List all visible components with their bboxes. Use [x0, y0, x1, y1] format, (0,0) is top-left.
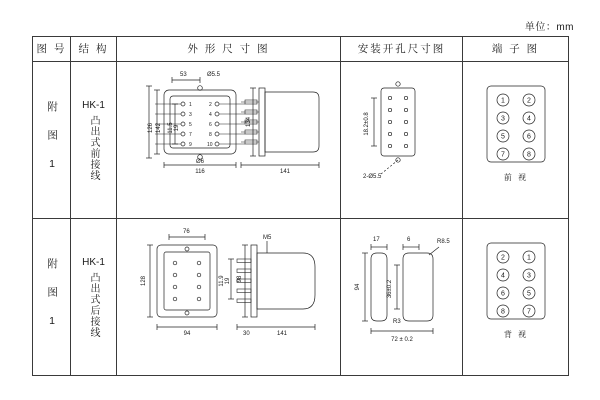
structure-text-1: 凸出式前接线 — [88, 114, 99, 181]
header-terminal: 端 子 图 — [463, 37, 569, 62]
dim-30: 30 — [243, 330, 250, 337]
structure-text-2: 凸出式后接线 — [88, 271, 99, 338]
pin-num-1: 1 — [189, 101, 192, 108]
terminal-caption-front: 前 视 — [503, 172, 529, 182]
dim-d55: Ø5.5 — [207, 71, 221, 78]
terminal-pin-3: 3 — [527, 272, 531, 280]
header-outline: 外 形 尺 寸 图 — [117, 37, 341, 62]
terminal-pin-2: 2 — [501, 254, 505, 262]
terminal-pin-4: 4 — [501, 272, 505, 280]
unit-note: 单位：mm — [524, 22, 574, 33]
cell-fig-no-1 — [33, 61, 71, 218]
pin-num-8: 8 — [209, 131, 212, 138]
dim-115: 11.5 — [168, 122, 174, 134]
structure-code-2: HK-1 — [82, 256, 105, 268]
dim-72: 72 ± 0.2 — [391, 336, 413, 343]
dim-94-r2: 94 — [355, 283, 361, 291]
dim-2d55: 2-Ø5.5 — [363, 173, 382, 180]
table-header-row — [33, 37, 569, 62]
terminal-pin-4: 4 — [527, 115, 531, 123]
pin-num-5: 5 — [189, 121, 192, 128]
terminal-pin-3: 3 — [501, 115, 505, 123]
dim-d6: Ø6 — [195, 158, 205, 165]
header-mounting: 安装开孔尺寸图 — [341, 37, 463, 62]
dim-141: 141 — [280, 168, 291, 175]
terminal-pin-7: 7 — [501, 151, 505, 159]
dim-36: 36±0.2 — [387, 279, 393, 299]
dim-76: 76 — [183, 228, 190, 235]
terminal-pin-5: 5 — [501, 133, 505, 141]
pin-num-7: 7 — [189, 131, 192, 138]
dim-141-r2: 141 — [277, 330, 288, 337]
table-row — [33, 61, 569, 218]
header-fig-no: 图 号 — [33, 37, 71, 62]
terminal-drawing-rear — [463, 219, 569, 363]
dim-134: 134 — [246, 116, 252, 127]
terminal-pin-1: 1 — [527, 254, 531, 262]
pin-num-10: 10 — [207, 141, 213, 148]
dim-126: 126 — [148, 122, 154, 133]
dim-r3: R3 — [393, 318, 401, 325]
dimension-table — [32, 36, 569, 376]
dim-m5: M5 — [263, 234, 272, 241]
pin-num-6: 6 — [209, 121, 212, 128]
pin-num-2: 2 — [209, 101, 212, 108]
cell-terminal-1 — [463, 61, 569, 218]
cell-structure-1 — [71, 61, 117, 218]
dim-142: 142 — [156, 122, 162, 133]
terminal-pin-7: 7 — [527, 308, 531, 316]
terminal-pin-1: 1 — [501, 97, 505, 105]
dim-182: 18.2±0.8 — [364, 112, 370, 136]
dim-128: 128 — [141, 275, 147, 286]
outline-drawing-rear — [117, 219, 341, 363]
table-row — [33, 218, 569, 375]
terminal-pin-6: 6 — [527, 133, 531, 141]
pin-num-9: 9 — [189, 141, 192, 148]
terminal-drawing-front — [463, 62, 569, 206]
dim-98: 98 — [237, 275, 243, 283]
cell-mounting-2 — [341, 218, 463, 375]
outline-drawing-front — [117, 62, 341, 206]
fig-no-label-1: 附 图 1 — [46, 101, 59, 174]
cell-structure-2 — [71, 218, 117, 375]
fig-no-label-2: 附 图 1 — [46, 258, 59, 331]
dim-6: 6 — [407, 236, 411, 243]
cell-outline-1 — [117, 61, 341, 218]
terminal-pin-8: 8 — [527, 151, 531, 159]
dim-17: 17 — [373, 236, 380, 243]
cell-terminal-2 — [463, 218, 569, 375]
pin-num-3: 3 — [189, 111, 192, 118]
terminal-pin-8: 8 — [501, 308, 505, 316]
terminal-pin-5: 5 — [527, 290, 531, 298]
dim-53: 53 — [180, 71, 187, 78]
dim-119: 11.9 — [219, 275, 225, 287]
cell-mounting-1 — [341, 61, 463, 218]
mounting-drawing-front — [341, 62, 463, 206]
cell-fig-no-2 — [33, 218, 71, 375]
terminal-caption-rear: 背 视 — [503, 329, 529, 339]
cell-outline-2 — [117, 218, 341, 375]
dim-r85: R8.5 — [437, 238, 450, 245]
dim-19-r2: 19 — [225, 277, 231, 285]
mounting-drawing-rear — [341, 219, 463, 363]
header-structure: 结 构 — [71, 37, 117, 62]
dim-116: 116 — [195, 168, 205, 175]
structure-code-1: HK-1 — [82, 99, 105, 111]
terminal-pin-6: 6 — [501, 290, 505, 298]
pin-num-4: 4 — [209, 111, 212, 118]
dim-19: 19 — [174, 124, 180, 132]
dim-94: 94 — [183, 330, 191, 337]
terminal-pin-2: 2 — [527, 97, 531, 105]
